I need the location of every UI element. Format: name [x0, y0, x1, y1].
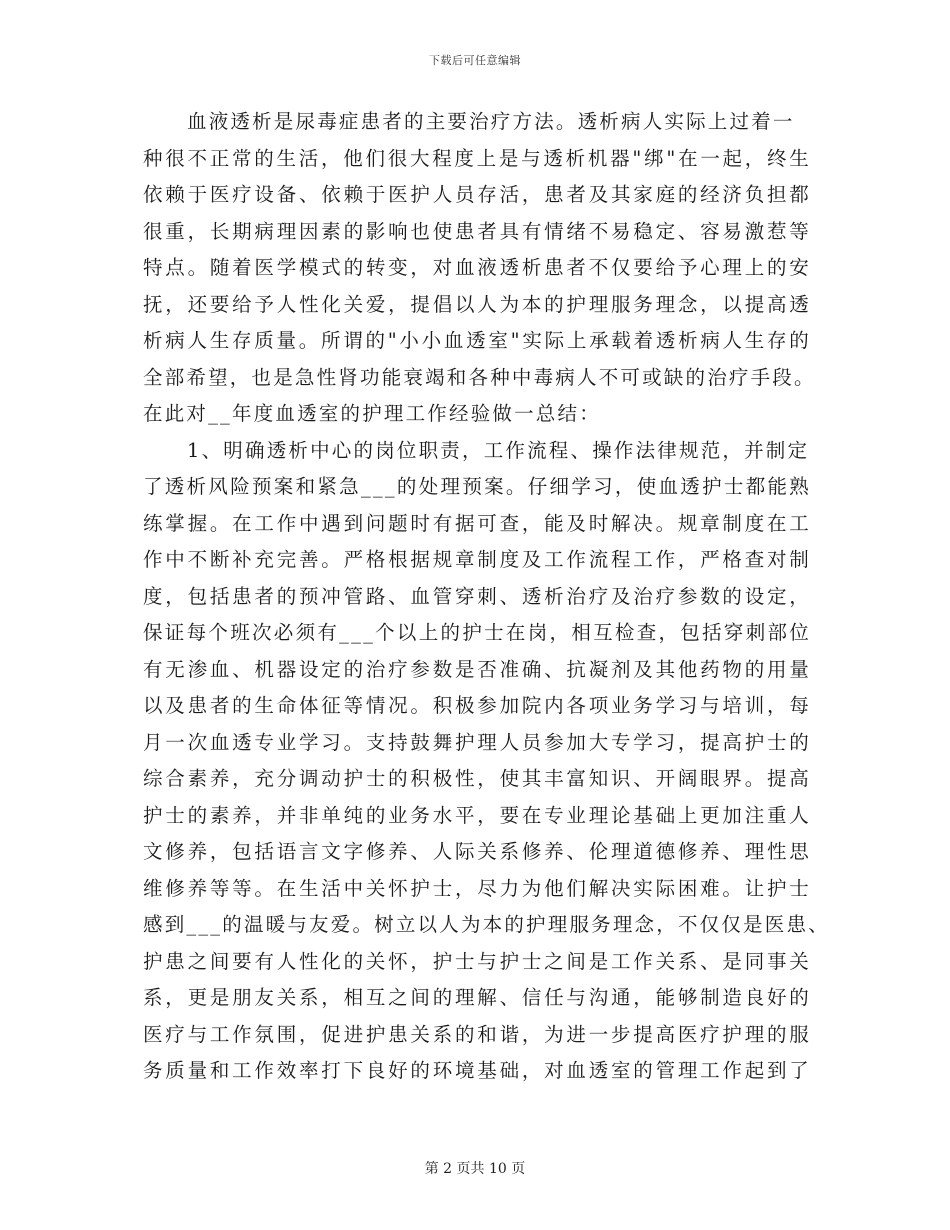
document-body	[143, 104, 830, 1090]
text-line: 维修养等等。在生活中关怀护士，尽力为他们解决实际困难。让护士	[143, 876, 811, 900]
text-line: 保证每个班次必须有___个以上的护士在岗，相互检查，包括穿刺部位	[143, 621, 811, 644]
text-line: 系，更是朋友关系，相互之间的理解、信任与沟通，能够制造良好的	[143, 986, 811, 1009]
text-line: 有无渗血、机器设定的治疗参数是否准确、抗凝剂及其他药物的用量	[143, 657, 811, 681]
text-line: 务质量和工作效率打下良好的环境基础，对血透室的管理工作起到了	[143, 1059, 811, 1082]
text-line: 作中不断补充完善。严格根据规章制度及工作流程工作，严格查对制	[143, 548, 811, 571]
text-line: 在此对__年度血透室的护理工作经验做一总结：	[143, 402, 601, 425]
text-line: 了透析风险预案和紧急___的处理预案。仔细学习，使血透护士都能熟	[143, 475, 811, 498]
text-line: 护患之间要有人性化的关怀，护士与护士之间是工作关系、是同事关	[143, 949, 811, 973]
text-line: 度，包括患者的预冲管路、血管穿刺、透析治疗及治疗参数的设定，	[143, 584, 811, 608]
text-line: 文修养，包括语言文字修养、人际关系修养、伦理道德修养、理性思	[143, 840, 811, 863]
text-line: 练掌握。在工作中遇到问题时有据可查，能及时解决。规章制度在工	[143, 511, 811, 535]
text-line: 月一次血透专业学习。支持鼓舞护理人员参加大专学习，提高护士的	[143, 730, 811, 754]
text-line: 感到___的温暖与友爱。树立以人为本的护理服务理念，不仅仅是医患、	[143, 913, 830, 936]
text-line: 很重，长期病理因素的影响也使患者具有情绪不易稳定、容易激惹等	[143, 219, 811, 243]
page-number: 第 2 页共 10 页	[424, 1161, 526, 1177]
text-line: 抚，还要给予人性化关爱，提倡以人为本的护理服务理念，以提高透	[143, 292, 811, 316]
text-line: 特点。随着医学模式的转变，对血液透析患者不仅要给予心理上的安	[143, 256, 811, 279]
text-line: 血液透析是尿毒症患者的主要治疗方法。透析病人实际上过着一	[187, 110, 795, 133]
text-line: 全部希望，也是急性肾功能衰竭和各种中毒病人不可或缺的治疗手段。	[143, 365, 816, 389]
text-line: 1、明确透析中心的岗位职责，工作流程、操作法律规范，并制定	[187, 438, 810, 462]
text-line: 护士的素养，并非单纯的业务水平，要在专业理论基础上更加注重人	[143, 803, 811, 827]
text-line: 医疗与工作氛围，促进护患关系的和谐，为进一步提高医疗护理的服	[143, 1022, 811, 1046]
text-line: 种很不正常的生活，他们很大程度上是与透析机器"绑"在一起，终生	[143, 146, 811, 170]
text-line: 依赖于医疗设备、依赖于医护人员存活，患者及其家庭的经济负担都	[143, 183, 811, 206]
text-line: 综合素养，充分调动护士的积极性，使其丰富知识、开阔眼界。提高	[143, 767, 811, 790]
text-line: 以及患者的生命体征等情况。积极参加院内各项业务学习与培训，每	[143, 694, 811, 717]
page-header: 下载后可任意编辑	[429, 54, 521, 67]
text-line: 析病人生存质量。所谓的"小小血透室"实际上承载着透析病人生存的	[143, 329, 811, 352]
